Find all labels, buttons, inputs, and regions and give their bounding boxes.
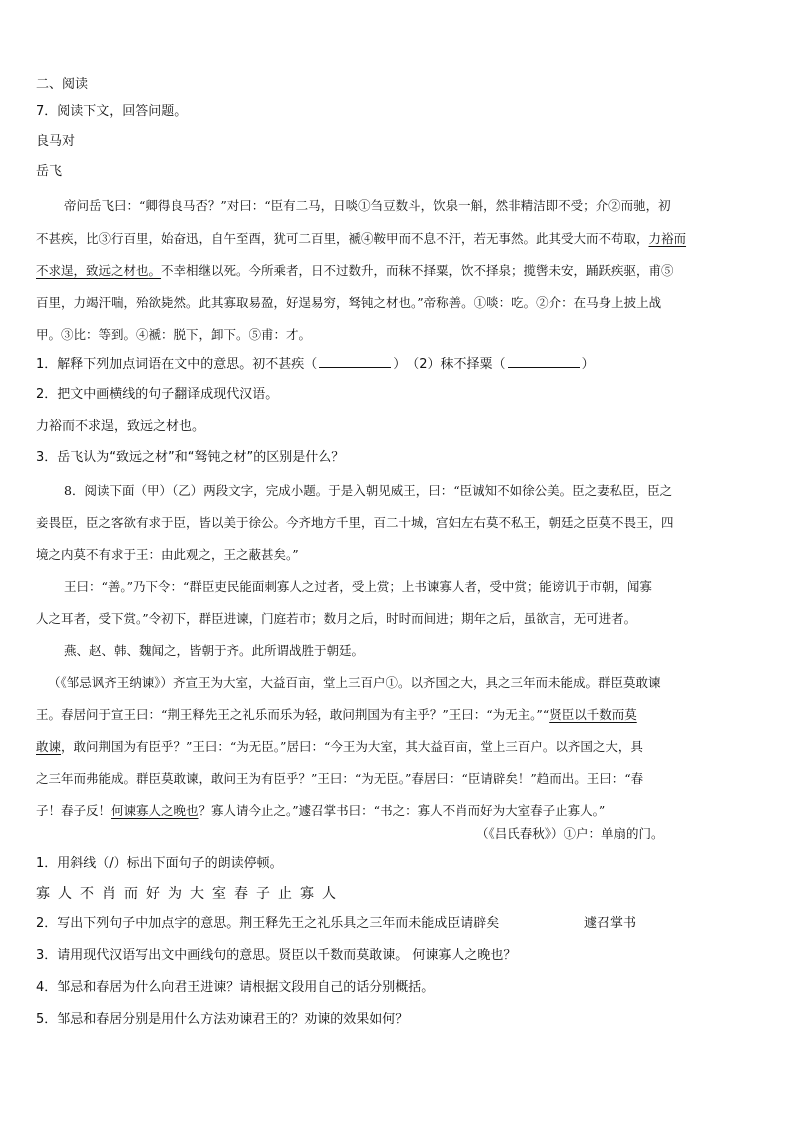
q8-passage-line: 境之内莫不有求于王：由此观之，王之蔽甚矣。” [36,547,299,562]
underlined-sentence: 敢谏 [36,739,62,754]
q7-passage-line [36,262,674,280]
q7-sub1 [36,355,595,374]
underlined-sentence: 何谏寡人之晚也 [111,803,199,818]
q8-sub5: 5．邹忌和春居分别是用什么方法劝谏君王的？劝谏的效果如何？ [36,1012,409,1027]
q8-passage-line: （《邹忌讽齐王纳谏》）齐宣王为大室，大益百亩，堂上三百户①。以齐国之大，具之三年而未能成。群臣莫敢谏 [48,675,661,690]
q7-sub1-text-b: ） （2）秣不择粟（ [393,357,506,372]
q8-passage-line: 王曰：“善。”乃下令：“群臣吏民能面刺寡人之过者，受上赏；上书谏寡人者，受中赏；能谤讥于市朝，闻寡 [64,579,652,594]
q8-passage-line: 燕、赵、韩、魏闻之，皆朝于齐。此所谓战胜于朝廷。 [64,643,365,658]
q8-passage-line [36,706,637,724]
q7-passage-line: 甲。③比：等到。④褫：脱下，卸下。⑤甫：才。 [36,327,312,342]
q8-passage-line [36,738,643,756]
passage-text: 不幸相继以死。今所乘者，日不过数升，而秣不择粟，饮不择泉；揽辔未安，踊跃疾驱，甫⑤ [161,263,674,278]
q8-source-note: （《吕氏春秋》）①户：单扇的门。 [476,826,664,841]
q8-sub3: 3．请用现代汉语写出文中画线句的意思。贤臣以千数而莫敢谏。 何谏寡人之晚也？ [36,948,517,963]
q8-sub1: 1．用斜线（/）标出下面句子的朗读停顿。 [36,856,283,871]
q8-passage-line: 人之耳者，受下赏。”令初下，群臣进谏，门庭若市；数月之后，时时而间进；期年之后，虽欲言，无可进者。 [36,611,637,626]
q8-passage-line [36,802,605,820]
q7-passage-line: 帝问岳飞曰：“卿得良马否？”对曰：“臣有二马，日啖①刍豆数斗，饮泉一斛，然非精洁即不受；介②而驰，初 [64,198,671,213]
q7-sub1-text-c: ） [581,357,595,372]
q8-sub2-tail: 遽召掌书 [584,916,637,931]
passage-text: ？寡人请今止之。”遽召掌书曰：“书之：寡人不肖而好为大室春子止寡人。” [198,803,606,818]
answer-blank-1[interactable] [319,355,391,368]
q8-sub1-sentence: 寡人不肖而好为大室春子止寡人 [36,886,344,902]
q7-sub1-text-a: 1．解释下列加点词语在文中的意思。初不甚疾（ [36,357,318,372]
passage-text: 不甚疾，比③行百里，始奋迅，自午至酉，犹可二百里，褫④鞍甲而不息不汗，若无事然。此其受大而不苟取， [36,231,649,246]
q8-passage-line: 之三年而弗能成。群臣莫敢谏，敢问王为有臣乎？”王曰：“为无臣。”春居曰：“臣请辟矣！”趋而出。王曰：“春 [36,771,644,786]
q8-sub2-text: 2．写出下列句子中加点字的意思。荆王释先王之礼乐具之三年而未能成臣请辟矣 [36,916,500,931]
underlined-sentence: 不求逞，致远之材也。 [36,263,162,278]
q8-sub4: 4．邹忌和春居为什么向君王进谏？请根据文段用自己的话分别概括。 [36,980,435,995]
passage-text: ，敢问荆国为有臣乎？”王曰：“为无臣。”居曰：“今王为大室，其大益百亩，堂上三百户。以齐国之大，具 [61,739,643,754]
underlined-sentence: 力裕而 [648,231,687,246]
answer-blank-2[interactable] [508,355,580,368]
q8-sub2 [36,915,499,933]
q7-passage-line [36,230,686,248]
underlined-sentence: 贤臣以千数而莫 [549,707,637,722]
q7-sub2-sentence: 力裕而不求逞，致远之材也。 [36,419,206,434]
q7-author: 岳飞 [36,164,63,179]
q8-passage-line: 妾畏臣，臣之客欲有求于臣，皆以美于徐公。今齐地方千里，百二十城，宫妇左右莫不私王，朝廷之臣莫不畏王，四 [36,515,674,530]
q7-sub3: 3．岳飞认为“致远之材”和“驽钝之材”的区别是什么？ [36,450,345,465]
passage-text: 王。春居问于宣王曰：“荆王释先王之礼乐而乐为轻，敢问荆国为有主乎？”王曰：“为无主。”“ [36,707,550,722]
q8-passage-line: 8．阅读下面（甲）（乙）两段文字，完成小题。于是入朝见威王，曰：“臣诚知不如徐公美。臣之妻私臣，臣之 [64,483,673,498]
q7-sub2: 2．把文中画横线的句子翻译成现代汉语。 [36,387,279,402]
q7-instruction: 7．阅读下文，回答问题。 [36,104,188,119]
passage-text: 子！春子反！ [36,803,112,818]
section-title: 二、阅读 [36,77,89,92]
q7-passage-line: 百里，力竭汗喘，殆欲毙然。此其寡取易盈，好逞易穷，驽钝之材也。”帝称善。①啖：吃。②介：在马身上披上战 [36,295,662,310]
q7-title: 良马对 [36,134,76,149]
